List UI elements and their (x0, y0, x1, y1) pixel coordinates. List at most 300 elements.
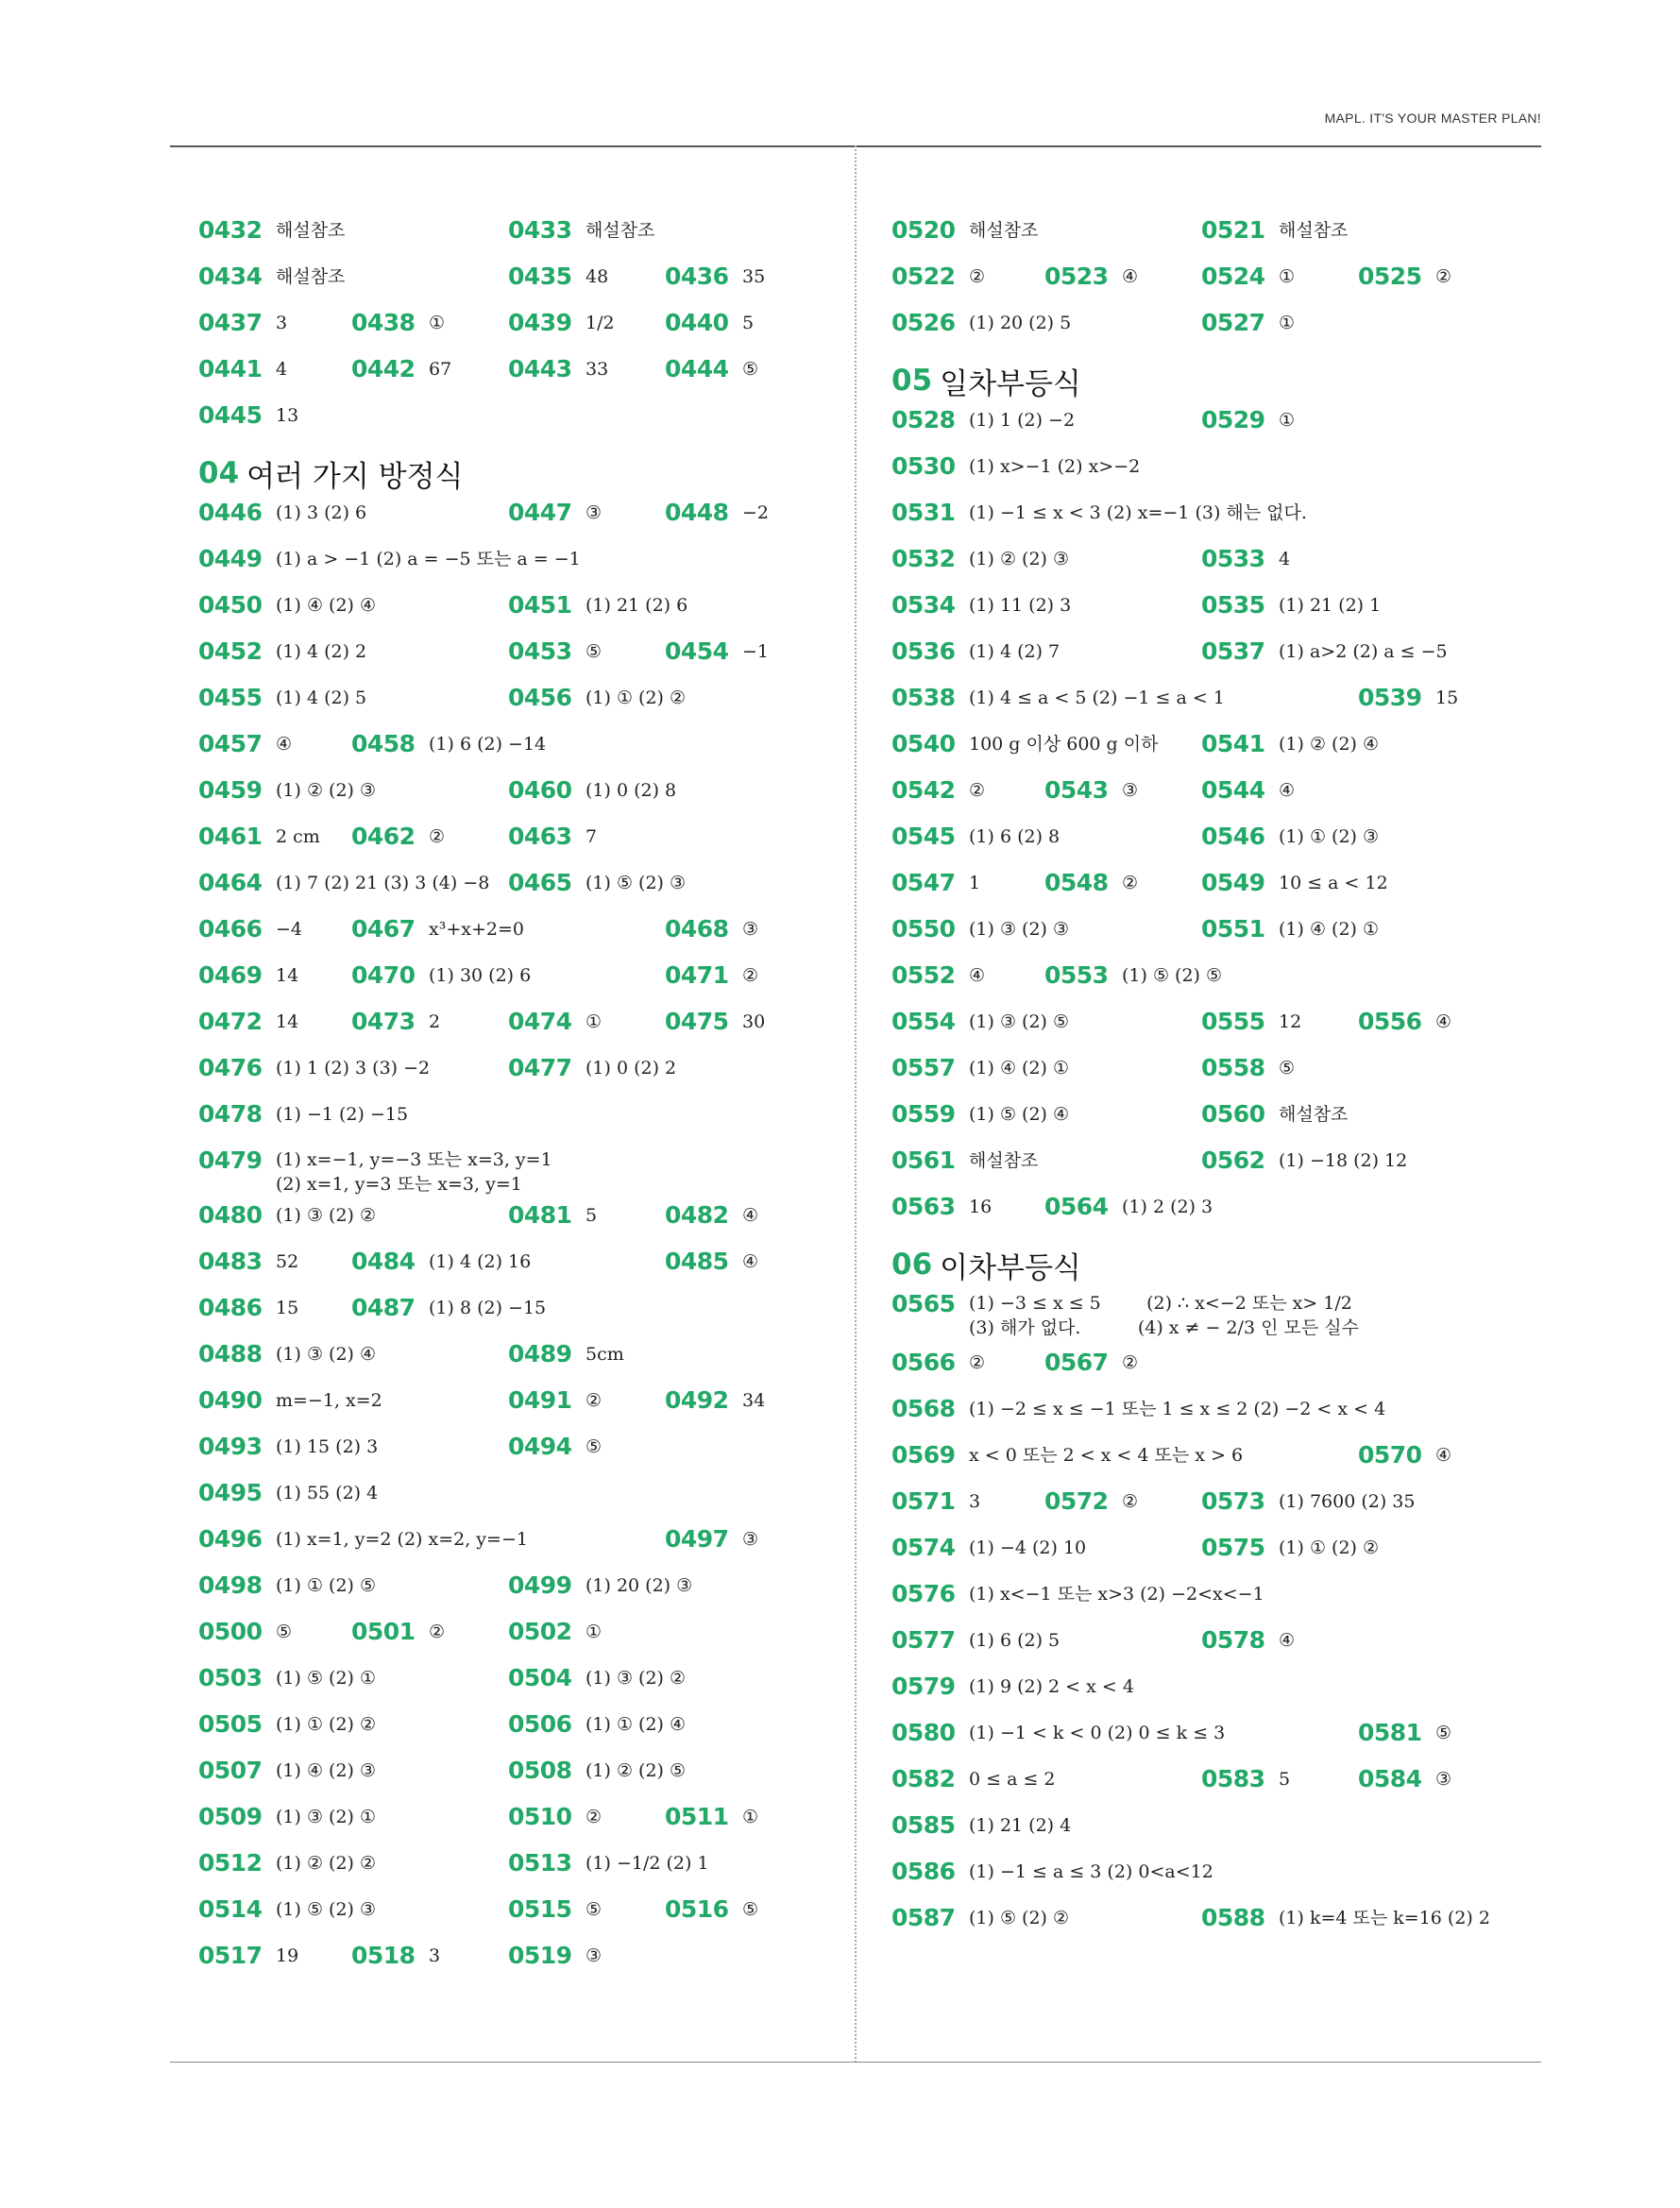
answer-text: 33 (585, 359, 609, 380)
answer-entry (1201, 1486, 1415, 1517)
answer-entry (351, 914, 524, 944)
answer-text: 10 ≤ a < 12 (1279, 873, 1388, 893)
answer-entry (508, 822, 597, 852)
problem-number: 0483 (198, 1248, 263, 1275)
answer-entry (508, 1007, 602, 1037)
answer-entry (198, 637, 366, 667)
answer-text: 15 (276, 1298, 299, 1318)
answer-entry (891, 544, 1069, 574)
answer-text: 5 (585, 1205, 598, 1226)
problem-number: 0464 (198, 869, 263, 896)
answer-entry (508, 1339, 624, 1369)
answer-entry (891, 215, 1038, 246)
answer-text: x³+x+2=0 (429, 919, 524, 940)
answer-entry (1044, 775, 1138, 806)
problem-number: 0494 (508, 1433, 572, 1460)
answer-entry (198, 1524, 528, 1554)
answer-text: (1) 9 (2) 2 < x < 4 (969, 1676, 1134, 1697)
answer-entry (198, 1756, 376, 1786)
answer-text: (1) ③ (2) ① (276, 1807, 377, 1827)
problem-number: 0525 (1358, 263, 1422, 290)
answer-text: ④ (969, 965, 986, 986)
problem-number: 0478 (198, 1100, 263, 1128)
problem-number: 0467 (351, 915, 416, 943)
answer-entry (665, 914, 758, 944)
answer-text: 1 (969, 873, 981, 893)
problem-number: 0550 (891, 915, 956, 943)
answer-entry (508, 308, 615, 338)
problem-number: 0537 (1201, 637, 1265, 665)
answer-text: (1) ④ (2) ③ (276, 1760, 377, 1781)
answer-text: (1) ④ (2) ① (1279, 919, 1380, 940)
problem-number: 0578 (1201, 1626, 1265, 1654)
answer-entry (198, 1385, 382, 1416)
problem-number: 0519 (508, 1942, 572, 1969)
problem-number: 0488 (198, 1340, 263, 1367)
problem-number: 0532 (891, 545, 956, 572)
answer-entry (198, 354, 287, 384)
answer-row (198, 960, 840, 1007)
answer-row (198, 729, 840, 775)
problem-number: 0463 (508, 823, 572, 850)
answer-text: ① (1279, 410, 1296, 431)
answer-entry (198, 1941, 298, 1971)
answer-entry (1201, 215, 1348, 246)
answer-text: ⑤ (1435, 1723, 1452, 1743)
answer-text: (1) 21 (2) 6 (585, 595, 688, 616)
answer-entry (1201, 1903, 1490, 1933)
answer-text: ⑤ (742, 359, 759, 380)
problem-number: 0518 (351, 1942, 416, 1969)
problem-number: 0484 (351, 1248, 416, 1275)
answer-text: 해설참조 (585, 220, 655, 241)
answer-row (198, 498, 840, 544)
answer-entry (198, 822, 320, 852)
problem-number: 0447 (508, 499, 572, 526)
problem-number: 0551 (1201, 915, 1265, 943)
problem-number: 0582 (891, 1765, 956, 1792)
answer-entry (198, 1053, 430, 1083)
answer-row (891, 822, 1543, 868)
answer-row (891, 914, 1543, 960)
answer-text: (1) 11 (2) 3 (969, 595, 1072, 616)
answer-entry (198, 1146, 552, 1197)
header-tagline: MAPL. IT'S YOUR MASTER PLAN! (1324, 110, 1541, 126)
section-heading (891, 1240, 1543, 1289)
problem-number: 0479 (198, 1146, 263, 1174)
answer-text: ② (1122, 1491, 1139, 1512)
answer-text: (1) 4 ≤ a < 5 (2) −1 ≤ a < 1 (969, 688, 1225, 708)
answer-row (198, 1709, 840, 1756)
problem-number: 0491 (508, 1386, 572, 1414)
answer-entry (891, 1903, 1069, 1933)
problem-number: 0476 (198, 1054, 263, 1081)
problem-number: 0493 (198, 1433, 263, 1460)
answer-entry (508, 637, 602, 667)
problem-number: 0495 (198, 1479, 263, 1506)
problem-number: 0490 (198, 1386, 263, 1414)
answer-row (198, 1247, 840, 1293)
answer-entry (198, 960, 298, 991)
problem-number: 0511 (665, 1803, 729, 1830)
problem-number: 0566 (891, 1349, 956, 1376)
answer-row (891, 1192, 1543, 1238)
answer-text: ④ (1435, 1011, 1452, 1032)
problem-number: 0434 (198, 263, 263, 290)
problem-number: 0503 (198, 1664, 263, 1691)
answer-entry (198, 775, 376, 806)
answer-text: ④ (1435, 1445, 1452, 1466)
problem-number: 0475 (665, 1008, 729, 1035)
answer-text: (1) ① (2) ④ (585, 1714, 687, 1735)
answer-row (198, 1894, 840, 1941)
section-title: 일차부등식 (940, 366, 1081, 401)
answer-entry (508, 498, 602, 528)
answer-row (891, 1810, 1543, 1857)
answer-entry (1358, 262, 1451, 292)
answer-text: ③ (1435, 1769, 1452, 1790)
answer-text: (1) 6 (2) 5 (969, 1630, 1061, 1651)
answer-entry (891, 498, 1307, 528)
answer-entry (1044, 868, 1138, 898)
answer-text: ⑤ (585, 1436, 602, 1457)
answer-row (891, 215, 1543, 262)
answer-text: (1) ② (2) ③ (969, 549, 1070, 569)
answer-text: ① (585, 1622, 602, 1642)
answer-text: (1) ① (2) ② (1279, 1537, 1380, 1558)
answer-row (198, 1848, 840, 1894)
problem-number: 0472 (198, 1008, 263, 1035)
answer-entry (891, 729, 1158, 759)
problem-number: 0534 (891, 591, 956, 619)
answer-entry (351, 1617, 445, 1647)
problem-number: 0485 (665, 1248, 729, 1275)
answer-text: (1) ③ (2) ② (585, 1668, 687, 1689)
answer-text: (1) 4 (2) 2 (276, 641, 367, 662)
problem-number: 0474 (508, 1008, 572, 1035)
problem-number: 0549 (1201, 869, 1265, 896)
answer-text: ② (585, 1390, 602, 1411)
answer-text: (1) 21 (2) 1 (1279, 595, 1382, 616)
answer-text: (1) ⑤ (2) ③ (276, 1899, 377, 1920)
answer-row (891, 1903, 1543, 1949)
problem-number: 0540 (891, 730, 956, 757)
answer-text: (1) 8 (2) −15 (429, 1298, 547, 1318)
answer-text: x < 0 또는 2 < x < 4 또는 x > 6 (969, 1445, 1244, 1466)
problem-number: 0544 (1201, 776, 1265, 804)
answer-entry (891, 1718, 1225, 1748)
answer-text: 14 (276, 1011, 299, 1032)
answer-text: (1) a>2 (2) a ≤ −5 (1279, 641, 1448, 662)
answer-text: ② (429, 826, 446, 847)
answer-entry (1201, 1146, 1407, 1176)
problem-number: 0554 (891, 1008, 956, 1035)
answer-text: (1) ① (2) ② (276, 1714, 377, 1735)
problem-number: 0460 (508, 776, 572, 804)
problem-number: 0552 (891, 961, 956, 989)
problem-number: 0444 (665, 355, 729, 382)
problem-number: 0569 (891, 1441, 956, 1469)
answer-text: (1) ⑤ (2) ④ (969, 1104, 1070, 1125)
answer-entry (665, 637, 769, 667)
answer-entry (1358, 1764, 1451, 1794)
answer-entry (891, 1394, 1385, 1424)
problem-number: 0571 (891, 1487, 956, 1515)
answer-entry (891, 405, 1075, 435)
answer-row (891, 1672, 1543, 1718)
answer-text: −1 (742, 641, 770, 662)
column-divider (855, 145, 857, 2063)
problem-number: 0459 (198, 776, 263, 804)
answer-row (891, 544, 1543, 590)
answer-text: 1/2 (585, 313, 615, 333)
problem-number: 0553 (1044, 961, 1109, 989)
answer-text: (1) ① (2) ⑤ (276, 1575, 377, 1596)
problem-number: 0545 (891, 823, 956, 850)
answer-row (198, 1663, 840, 1709)
answer-text: ② (969, 780, 986, 801)
problem-number: 0489 (508, 1340, 572, 1367)
problem-number: 0461 (198, 823, 263, 850)
answer-entry (1201, 775, 1295, 806)
problem-number: 0585 (891, 1811, 956, 1839)
problem-number: 0531 (891, 499, 956, 526)
answer-text: (1) −18 (2) 12 (1279, 1150, 1408, 1171)
answer-entry (665, 1385, 765, 1416)
answer-text: ② (969, 1352, 986, 1373)
answer-row (891, 1053, 1543, 1099)
answer-entry (198, 1848, 376, 1878)
answer-entry (351, 354, 451, 384)
answer-entry (891, 1579, 1264, 1609)
answer-text: −4 (276, 919, 303, 940)
problem-number: 0445 (198, 401, 263, 429)
answer-text: (1) 21 (2) 4 (969, 1815, 1072, 1836)
answer-entry (891, 1348, 985, 1378)
problem-number: 0557 (891, 1054, 956, 1081)
problem-number: 0556 (1358, 1008, 1422, 1035)
problem-number: 0570 (1358, 1441, 1422, 1469)
answer-row (891, 308, 1543, 354)
problem-number: 0508 (508, 1757, 572, 1784)
problem-number: 0581 (1358, 1719, 1422, 1746)
answer-entry (891, 1764, 1056, 1794)
problem-number: 0473 (351, 1008, 416, 1035)
problem-number: 0465 (508, 869, 572, 896)
answer-text: 4 (1279, 549, 1291, 569)
answer-row (198, 308, 840, 354)
answer-text: ② (742, 965, 759, 986)
problem-number: 0453 (508, 637, 572, 665)
problem-number: 0510 (508, 1803, 572, 1830)
answer-text: 해설참조 (1279, 1104, 1349, 1125)
answer-entry (198, 544, 581, 574)
answer-text: (1) ② (2) ② (276, 1853, 377, 1874)
answer-text: (1) ④ (2) ④ (276, 595, 377, 616)
answer-entry (891, 1192, 992, 1222)
answer-row (891, 1289, 1543, 1348)
answer-row (891, 1440, 1543, 1486)
answer-entry (508, 1432, 602, 1462)
problem-number: 0521 (1201, 216, 1265, 244)
answer-text: 해설참조 (969, 220, 1039, 241)
answer-entry (508, 262, 608, 292)
answer-row (198, 1524, 840, 1571)
answer-row (891, 1394, 1543, 1440)
problem-number: 0529 (1201, 406, 1265, 433)
answer-entry (508, 1802, 602, 1832)
answer-text: (1) ③ (2) ③ (969, 919, 1070, 940)
answer-entry (198, 868, 489, 898)
answer-text: (1) x>−1 (2) x>−2 (969, 456, 1141, 477)
problem-number: 0579 (891, 1673, 956, 1700)
problem-number: 0440 (665, 309, 729, 336)
problem-number: 0572 (1044, 1487, 1109, 1515)
answer-entry (665, 354, 758, 384)
answer-row (891, 868, 1543, 914)
section-title: 이차부등식 (940, 1250, 1081, 1285)
problem-number: 0504 (508, 1664, 572, 1691)
answer-text: (1) 7 (2) 21 (3) 3 (4) −8 (276, 873, 490, 893)
answer-entry (891, 1672, 1134, 1702)
answer-text: (1) x=−1, y=−3 또는 x=3, y=1 (2) x=1, y=3 또는 x=3, y=1 (276, 1149, 552, 1195)
problem-number: 0506 (508, 1710, 572, 1738)
answer-entry (198, 1709, 376, 1740)
answer-entry (1201, 914, 1379, 944)
answer-row (198, 1571, 840, 1617)
answer-row (891, 1718, 1543, 1764)
answer-entry (1201, 1625, 1295, 1656)
answer-entry (1201, 590, 1381, 620)
problem-number: 0560 (1201, 1100, 1265, 1128)
answer-entry (508, 775, 676, 806)
answer-entry (351, 1293, 546, 1323)
answer-entry (891, 637, 1060, 667)
answer-text: 3 (429, 1945, 441, 1966)
answer-text: ② (429, 1622, 446, 1642)
answer-entry (508, 1848, 709, 1878)
answer-text: (1) −1 ≤ a ≤ 3 (2) 0<a<12 (969, 1861, 1213, 1882)
answer-text: (1) −3 ≤ x ≤ 5 (2) ∴ x<−2 또는 x> 1/2 (3) 해가 없다. (4) x ≠ − 2/3 인 모든 실수 (969, 1293, 1359, 1338)
answer-text: ⑤ (276, 1622, 293, 1642)
answer-text: (1) −2 ≤ x ≤ −1 또는 1 ≤ x ≤ 2 (2) −2 < x < 4 (969, 1399, 1386, 1419)
problem-number: 0516 (665, 1895, 729, 1923)
section-number: 06 (891, 1248, 933, 1282)
answer-text: (1) 4 (2) 5 (276, 688, 367, 708)
answer-entry (665, 262, 765, 292)
answer-text: (1) x=1, y=2 (2) x=2, y=−1 (276, 1529, 528, 1550)
answer-row (891, 960, 1543, 1007)
answer-text: (1) 0 (2) 8 (585, 780, 677, 801)
problem-number: 0543 (1044, 776, 1109, 804)
answer-entry (1201, 868, 1388, 898)
problem-number: 0580 (891, 1719, 956, 1746)
problem-number: 0435 (508, 263, 572, 290)
problem-number: 0522 (891, 263, 956, 290)
answer-text: 52 (276, 1251, 299, 1272)
answer-row (891, 405, 1543, 451)
answer-entry (198, 308, 287, 338)
problem-number: 0505 (198, 1710, 263, 1738)
problem-number: 0497 (665, 1525, 729, 1553)
answer-text: (1) ③ (2) ⑤ (969, 1011, 1070, 1032)
problem-number: 0458 (351, 730, 416, 757)
answer-text: (1) a > −1 (2) a = −5 또는 a = −1 (276, 549, 581, 569)
problem-number: 0448 (665, 499, 729, 526)
answer-text: 0 ≤ a ≤ 2 (969, 1769, 1056, 1790)
problem-number: 0512 (198, 1849, 263, 1877)
answer-text: ③ (585, 1945, 602, 1966)
answer-entry (508, 1617, 602, 1647)
answer-entry (508, 590, 687, 620)
answer-text: 48 (585, 266, 609, 287)
problem-number: 0546 (1201, 823, 1265, 850)
answer-row (891, 1099, 1543, 1146)
problem-number: 0456 (508, 684, 572, 711)
answer-entry (351, 1007, 440, 1037)
problem-number: 0492 (665, 1386, 729, 1414)
answer-entry (508, 1053, 676, 1083)
problem-number: 0439 (508, 309, 572, 336)
answer-entry (1201, 1007, 1301, 1037)
problem-number: 0527 (1201, 309, 1265, 336)
answer-text: (1) 0 (2) 2 (585, 1058, 677, 1079)
answer-entry (508, 1385, 602, 1416)
answer-text: ④ (1279, 1630, 1296, 1651)
problem-number: 0468 (665, 915, 729, 943)
problem-number: 0562 (1201, 1146, 1265, 1174)
problem-number: 0438 (351, 309, 416, 336)
answer-text: 2 cm (276, 826, 320, 847)
answer-row (198, 1432, 840, 1478)
answer-text: ⑤ (585, 641, 602, 662)
problem-number: 0480 (198, 1201, 263, 1229)
answer-text: 해설참조 (276, 266, 346, 287)
answer-text: m=−1, x=2 (276, 1390, 382, 1411)
answer-entry (891, 1810, 1071, 1841)
section-number: 04 (198, 456, 240, 490)
answer-entry (1201, 308, 1295, 338)
problem-number: 0443 (508, 355, 572, 382)
problem-number: 0586 (891, 1858, 956, 1885)
answer-entry (198, 1478, 378, 1508)
answer-row (891, 1764, 1543, 1810)
answer-entry (508, 1894, 602, 1925)
answer-text: (1) 1 (2) 3 (3) −2 (276, 1058, 431, 1079)
answer-entry (891, 590, 1071, 620)
problem-number: 0565 (891, 1290, 956, 1317)
problem-number: 0437 (198, 309, 263, 336)
answer-row (891, 1146, 1543, 1192)
problem-number: 0441 (198, 355, 263, 382)
problem-number: 0558 (1201, 1054, 1265, 1081)
answer-text: 5cm (585, 1344, 624, 1365)
problem-number: 0561 (891, 1146, 956, 1174)
answer-entry (665, 1894, 758, 1925)
answer-entry (508, 1200, 597, 1231)
answer-row (198, 354, 840, 400)
answer-text: ② (1122, 873, 1139, 893)
problem-number: 0526 (891, 309, 956, 336)
answer-entry (891, 1486, 980, 1517)
problem-number: 0533 (1201, 545, 1265, 572)
problem-number: 0462 (351, 823, 416, 850)
answer-text: (1) 6 (2) −14 (429, 734, 547, 755)
answer-text: ② (969, 266, 986, 287)
answer-text: (1) −1 (2) −15 (276, 1104, 409, 1125)
answer-text: (1) x<−1 또는 x>3 (2) −2<x<−1 (969, 1584, 1264, 1605)
problem-number: 0487 (351, 1294, 416, 1321)
